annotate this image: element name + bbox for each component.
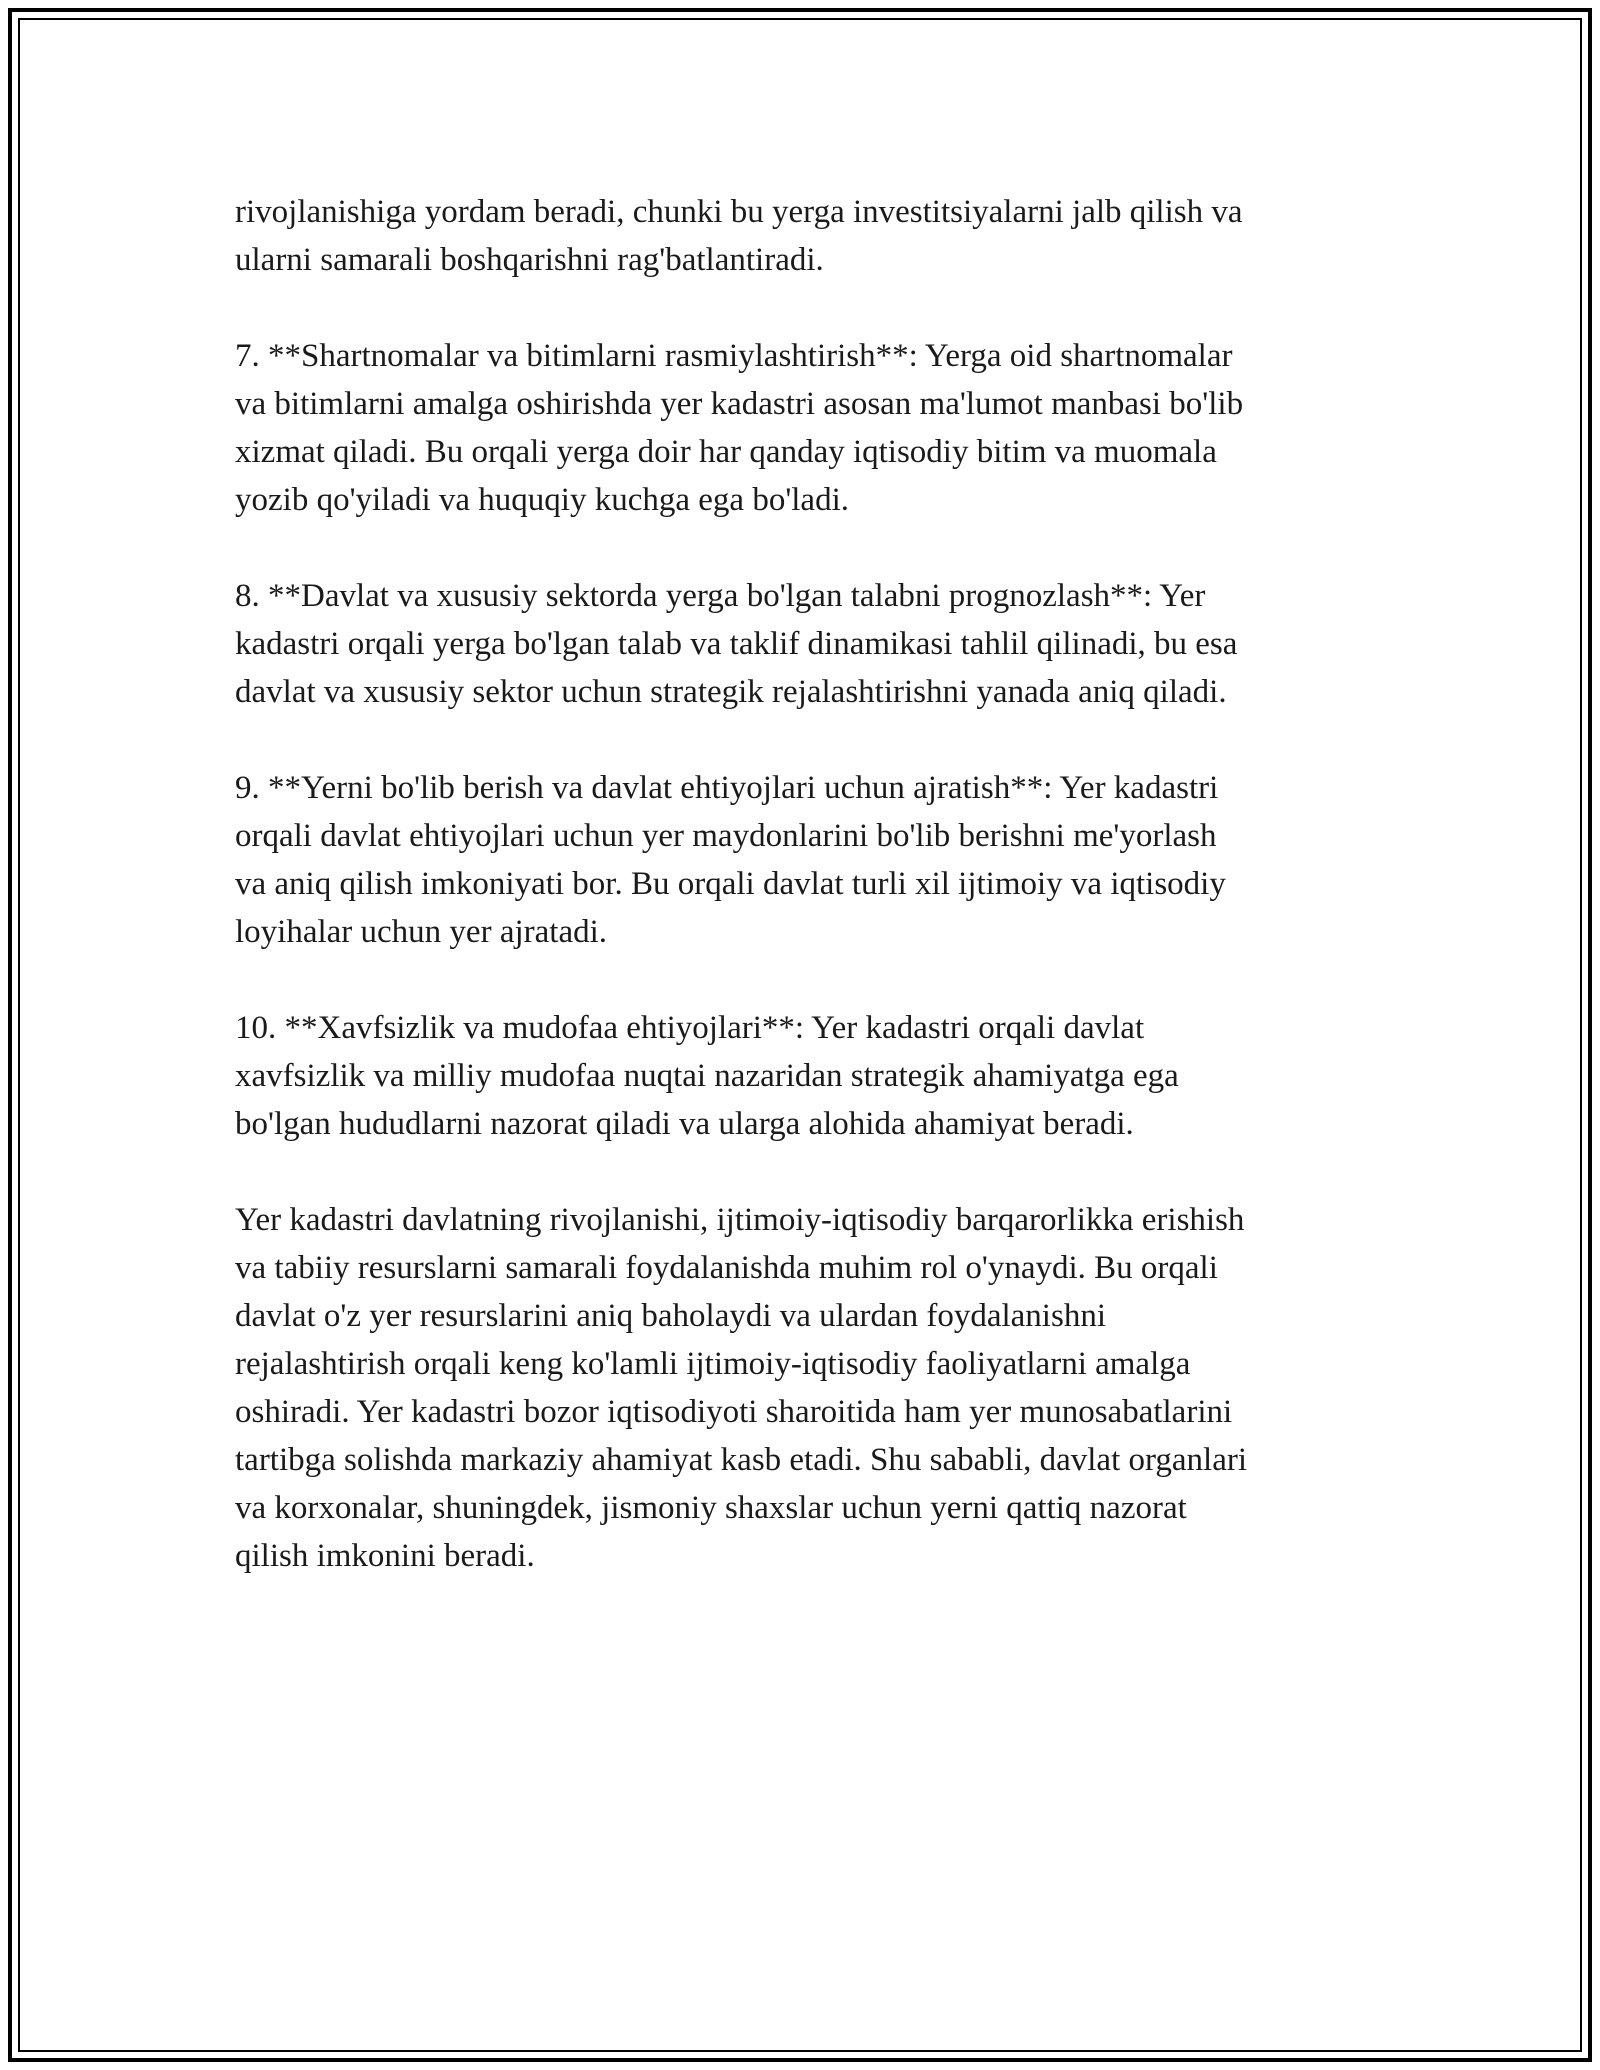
paragraph-continuation: rivojlanishiga yordam beradi, chunki bu yerga investitsiyalarni jalb qilish va ularni samarali boshqarishni rag'batlantiradi. <box>235 194 1243 278</box>
paragraph-item-7: 7. **Shartnomalar va bitimlarni rasmiylashtirish**: Yerga oid shartnomalar va bitimlarni amalga oshirishda yer kadastri asosan ma'lumot manbasi bo'lib xizmat qiladi. Bu orqali yerga doir har qanday iqtisodiy bitim va muomala yozib qo'yiladi va huquqiy kuchga ega bo'ladi. <box>235 338 1244 518</box>
paragraph-item-8: 8. **Davlat va xususiy sektorda yerga bo'lgan talabni prognozlash**: Yer kadastri orqali yerga bo'lgan talab va taklif dinamikasi tahlil qilinadi, bu esa davlat va xususiy sektor uchun strategik rejalashtirishni yanada aniq qiladi. <box>235 578 1238 710</box>
paragraph-item-10: 10. **Xavfsizlik va mudofaa ehtiyojlari**: Yer kadastri orqali davlat xavfsizlik va milliy mudofaa nuqtai nazaridan strategik ahamiyatga ega bo'lgan hududlarni nazorat qiladi va ularga alohida ahamiyat beradi. <box>235 1010 1179 1142</box>
document-body <box>235 188 1365 1628</box>
paragraph-item-9: 9. **Yerni bo'lib berish va davlat ehtiyojlari uchun ajratish**: Yer kadastri orqali davlat ehtiyojlari uchun yer maydonlarini bo'lib berishni me'yorlash va aniq qilish imkoniyati bor. Bu orqali davlat turli xil ijtimoiy va iqtisodiy loyihalar uchun yer ajratadi. <box>235 770 1226 950</box>
paragraph-conclusion: Yer kadastri davlatning rivojlanishi, ijtimoiy-iqtisodiy barqarorlikka erishish va tabiiy resurslarni samarali foydalanishda muhim rol o'ynaydi. Bu orqali davlat o'z yer resurslarini aniq baholaydi va ulardan foydalanishni rejalashtirish orqali keng ko'lamli ijtimoiy-iqtisodiy faoliyatlarni amalga oshiradi. Yer kadastri bozor iqtisodiyoti sharoitida ham yer munosabatlarini tartibga solishda markaziy ahamiyat kasb etadi. Shu sababli, davlat organlari va korxonalar, shuningdek, jismoniy shaxslar uchun yerni qattiq nazorat qilish imkonini beradi. <box>235 1202 1248 1574</box>
